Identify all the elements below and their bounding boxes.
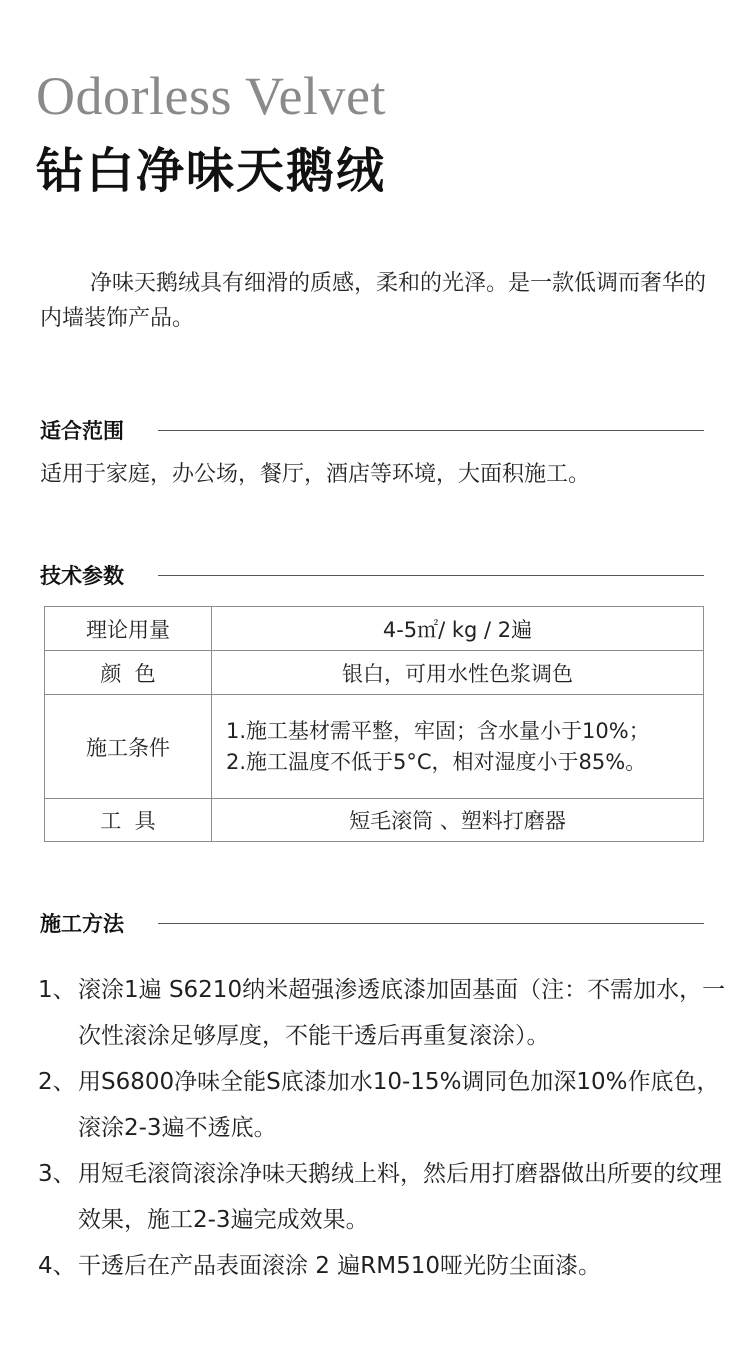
product-intro: 净味天鹅绒具有细滑的质感，柔和的光泽。是一款低调而奢华的内墙装饰产品。: [40, 271, 707, 331]
table-row: [45, 799, 704, 842]
table-row: [45, 695, 704, 799]
param-key: 工 具: [45, 799, 212, 842]
list-item: [38, 1059, 738, 1151]
param-value-line: 2.施工温度不低于5°C，相对湿度小于85%。: [226, 749, 647, 774]
param-key: 理论用量: [45, 607, 212, 651]
section-params-label: 技术参数: [40, 564, 124, 588]
step-number: 3、: [38, 1161, 76, 1187]
step-number: 2、: [38, 1069, 76, 1095]
section-divider: [158, 575, 704, 576]
product-title-en: Odorless Velvet: [36, 66, 386, 126]
step-text: 干透后在产品表面滚涂 2 遍RM510哑光防尘面漆。: [78, 1253, 601, 1279]
list-item: [38, 1151, 738, 1243]
list-item: [38, 967, 738, 1059]
param-value: 银白，可用水性色浆调色: [212, 651, 704, 695]
param-value: 4-5㎡/ kg / 2遍: [212, 607, 704, 651]
table-row: [45, 607, 704, 651]
step-number: 4、: [38, 1253, 76, 1279]
params-table: [44, 606, 704, 842]
step-text: 用短毛滚筒滚涂净味天鹅绒上料，然后用打磨器做出所要的纹理效果，施工2-3遍完成效果。: [78, 1161, 722, 1233]
param-key: 颜 色: [45, 651, 212, 695]
section-method-header: [40, 907, 704, 939]
section-method-label: 施工方法: [40, 912, 124, 936]
param-value: [212, 695, 704, 799]
section-divider: [158, 430, 704, 431]
scope-text: 适用于家庭，办公场，餐厅，酒店等环境，大面积施工。: [40, 462, 591, 487]
section-params-header: [40, 559, 704, 591]
list-item: [38, 1243, 738, 1289]
section-scope-label: 适合范围: [40, 419, 124, 443]
step-text: 滚涂1遍 S6210纳米超强渗透底漆加固基面（注：不需加水，一次性滚涂足够厚度，不能干透后再重复滚涂）。: [78, 977, 726, 1049]
param-key: 施工条件: [45, 695, 212, 799]
step-text: 用S6800净味全能S底漆加水10-15%调同色加深10%作底色，滚涂2-3遍不透底。: [78, 1069, 720, 1141]
method-steps-list: [38, 967, 738, 1289]
step-number: 1、: [38, 977, 76, 1003]
product-title-cn: 钻白净味天鹅绒: [36, 143, 387, 199]
param-value-line: 1.施工基材需平整，牢固；含水量小于10%；: [226, 718, 650, 743]
section-divider: [158, 923, 704, 924]
table-row: [45, 651, 704, 695]
section-scope-header: [40, 414, 704, 446]
param-value: 短毛滚筒 、塑料打磨器: [212, 799, 704, 842]
